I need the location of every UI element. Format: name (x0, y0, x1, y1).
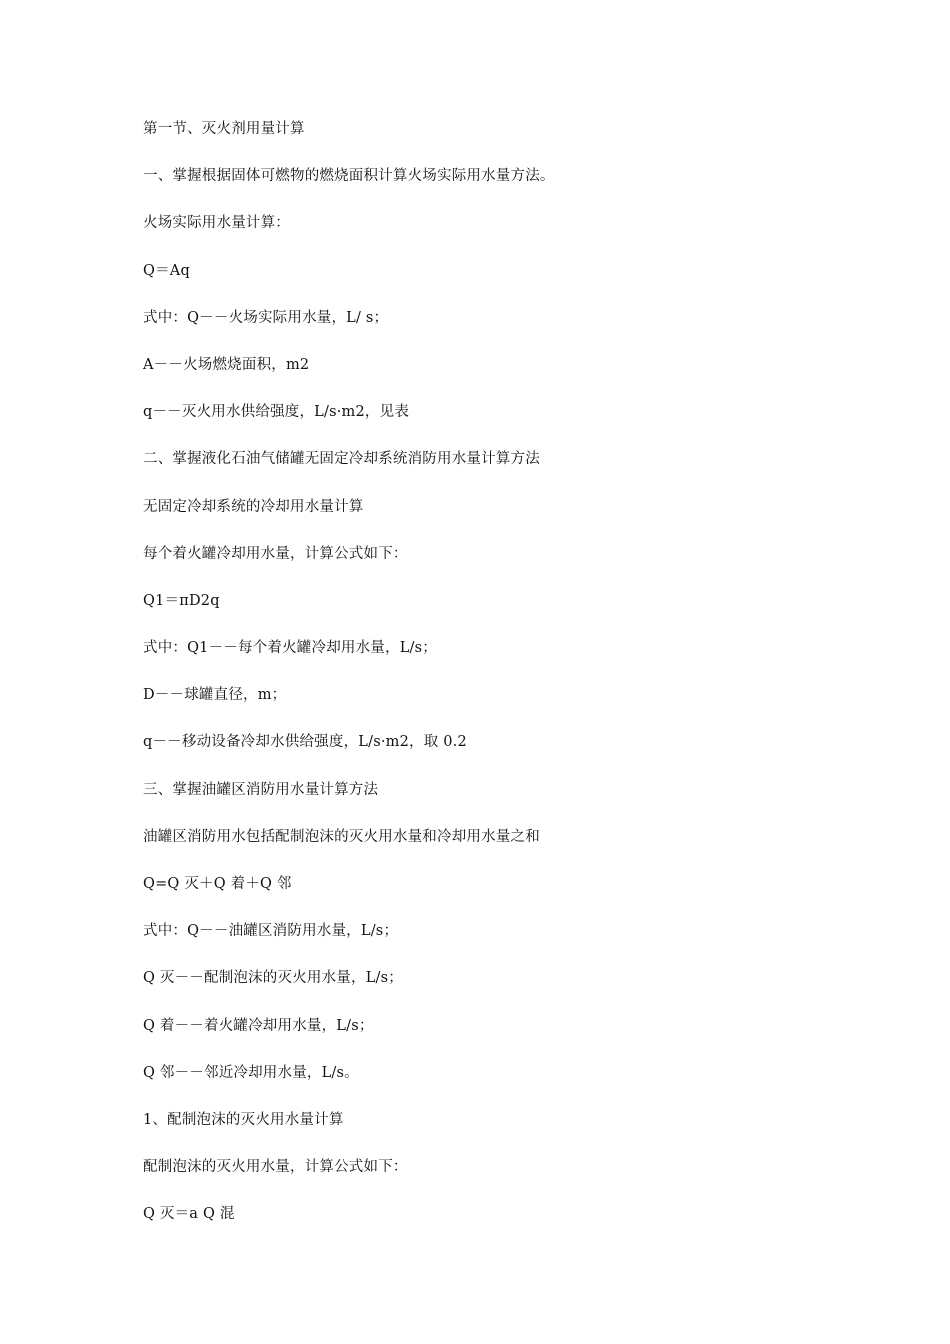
heading-1: 一、掌握根据固体可燃物的燃烧面积计算火场实际用水量方法。 (143, 168, 555, 185)
text-line: 无固定冷却系统的冷却用水量计算 (143, 498, 364, 515)
heading-2: 二、掌握液化石油气储罐无固定冷却系统消防用水量计算方法 (143, 451, 540, 468)
text-line: 每个着火罐冷却用水量，计算公式如下： (143, 545, 408, 562)
text-line: 式中：Q－－火场实际用水量，L/ s； (143, 309, 389, 326)
text-line: q－－灭火用水供给强度，L/s·m2，见表 (143, 404, 410, 421)
subheading: 1、配制泡沫的灭火用水量计算 (143, 1111, 344, 1128)
text-line: 配制泡沫的灭火用水量，计算公式如下： (143, 1159, 408, 1176)
text-line: 油罐区消防用水包括配制泡沫的灭火用水量和冷却用水量之和 (143, 828, 540, 845)
heading-3: 三、掌握油罐区消防用水量计算方法 (143, 781, 379, 798)
section-title: 第一节、灭火剂用量计算 (143, 121, 305, 137)
text-line: A－－火场燃烧面积，m2 (143, 356, 310, 373)
document-body (143, 117, 843, 1250)
text-line: D－－球罐直径，m； (143, 687, 287, 704)
text-line: 火场实际用水量计算： (143, 215, 290, 232)
formula: Q=Q 灭＋Q 着＋Q 邻 (143, 876, 292, 892)
text-line: Q 灭－－配制泡沫的灭火用水量，L/s； (143, 970, 403, 987)
text-line: 式中：Q－－油罐区消防用水量，L/s； (143, 923, 399, 940)
text-line: Q 着－－着火罐冷却用水量，L/s； (143, 1017, 374, 1034)
formula: Q1＝πD2q (143, 592, 220, 609)
text-line: Q 邻－－邻近冷却用水量，L/s。 (143, 1064, 359, 1081)
formula: Q 灭＝a Q 混 (143, 1206, 235, 1223)
text-line: q－－移动设备冷却水供给强度，L/s·m2，取 0.2 (143, 734, 467, 751)
text-line: 式中：Q1－－每个着火罐冷却用水量，L/s； (143, 640, 437, 657)
formula: Q＝Aq (143, 262, 190, 279)
